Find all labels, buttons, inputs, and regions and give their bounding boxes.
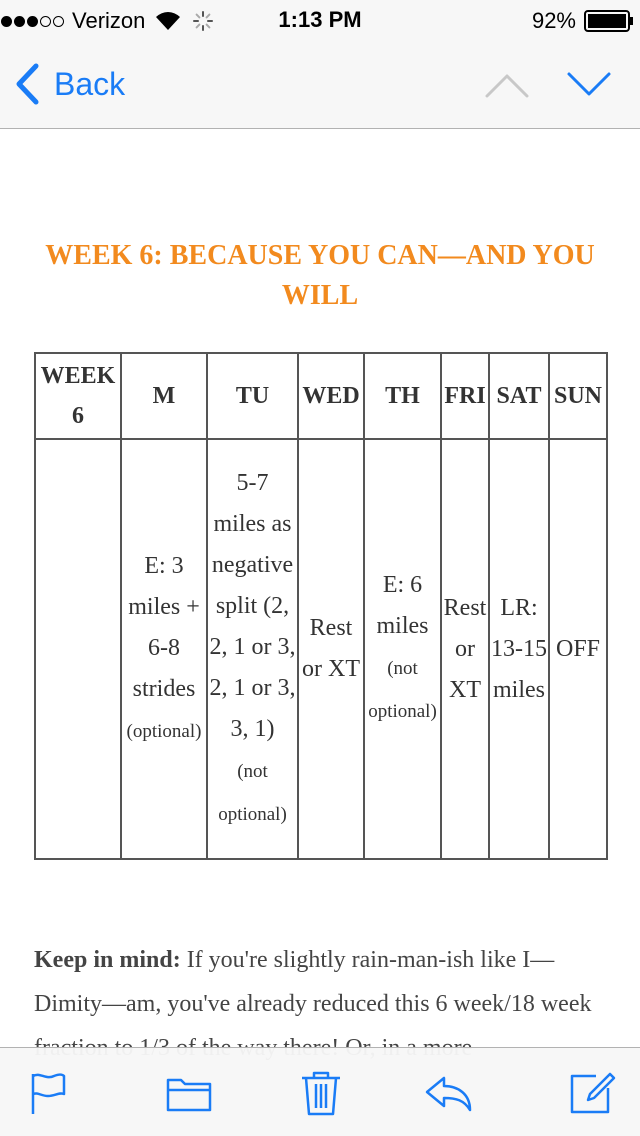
cell-text: OFF [555,635,601,662]
cell-text: E: 3 miles + 6-8 strides [128,552,200,702]
previous-message-chevron-up-icon[interactable] [484,70,530,100]
table-header-cell: WEEK 6 [35,353,121,439]
week-heading: WEEK 6: BECAUSE YOU CAN—AND YOU WILL [45,240,595,311]
table-cell-tuesday [207,439,298,859]
paragraph-body: If you're slightly rain-man-ish like I—Dimity—am, you've already reduced this 6 week/18 week [34,947,592,1017]
back-label: Back [54,65,126,102]
table-cell-saturday [489,439,549,859]
table-cell-wednesday [298,439,364,859]
navigation-bar [0,40,640,129]
table-cell-week [35,439,121,859]
cell-text: 5-7 miles as negative split (2, 2, 1 or 3, 2, 1 or 3, 3, 1) [209,469,296,742]
flag-icon[interactable] [24,1068,74,1118]
cell-text: Rest or XT [443,594,487,703]
table-cell-sunday [549,439,607,859]
status-right [532,8,634,34]
table-cell-monday [121,439,207,859]
clock-time: 1:13 PM [278,7,362,32]
table-header-cell: FRI [441,353,489,439]
next-message-chevron-down-icon[interactable] [566,70,612,100]
status-bar [0,0,640,40]
table-cell-friday [441,439,489,859]
table-header-cell: TU [207,353,298,439]
training-schedule-table [34,352,608,860]
table-row [35,439,607,859]
cell-text: Rest or XT [302,615,360,682]
back-button[interactable] [14,62,125,106]
table-header-cell: TH [364,353,441,439]
carrier-name: Verizon [72,8,146,33]
battery-percent: 92% [531,8,576,33]
cell-note: (not optional) [218,760,287,825]
cell-note: (optional) [126,720,202,742]
bottom-toolbar [0,1047,640,1136]
folder-icon[interactable] [164,1068,214,1118]
table-header-cell: SAT [489,353,549,439]
cell-text: LR: 13-15 miles [491,594,547,703]
table-cell-thursday [364,439,441,859]
paragraph-lead: Keep in mind: [34,947,181,973]
cell-note: (not optional) [368,658,437,722]
trash-icon[interactable] [296,1068,346,1118]
compose-icon[interactable] [566,1068,616,1118]
message-body[interactable] [0,130,640,1047]
table-header-row [35,353,607,439]
reply-icon[interactable] [424,1068,474,1118]
table-header-cell: SUN [549,353,607,439]
table-header-cell: WED [298,353,364,439]
battery-icon [584,10,634,32]
table-header-cell: M [121,353,207,439]
cell-text: E: 6 miles [376,572,429,639]
chevron-left-icon [14,62,40,106]
